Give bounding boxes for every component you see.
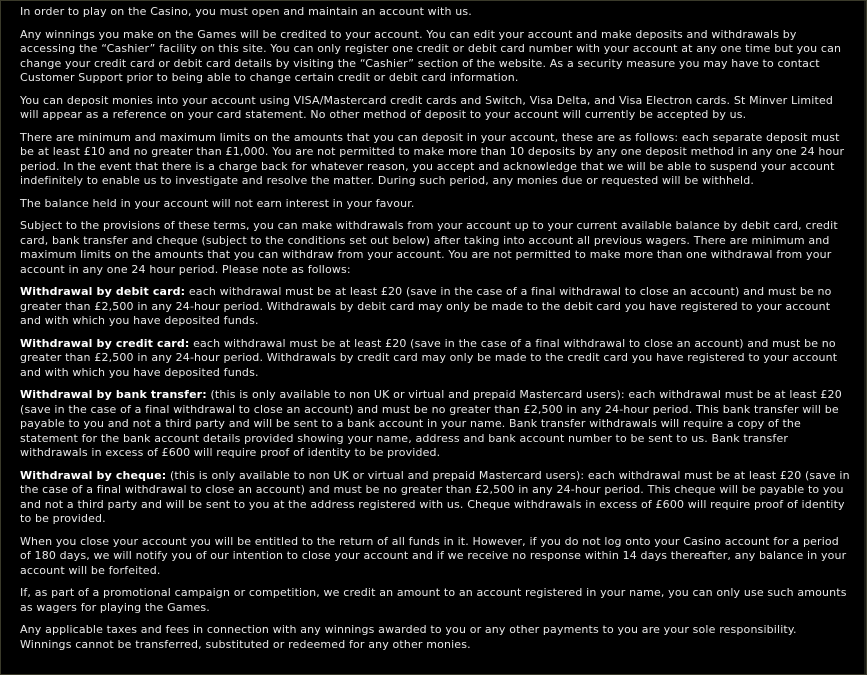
paragraph-bank-transfer (20, 388, 850, 461)
paragraph-debit-card (20, 285, 850, 329)
cheque-heading: Withdrawal by cheque: (20, 468, 167, 482)
bank-transfer-text: (this is only available to non UK or virtual and prepaid Mastercard users): each withdrawal must be at least £20 (save in the case of a final withdrawal to close an account) and must be no greater than £2,500 in any 24-hour period. This bank transfer will be payable to you and not a third party and will be sent to a bank account in your name. Bank transfer withdrawals will require a copy of the statement for the bank account details provided showing your name, address and bank account number to be sent to us. Bank transfer withdrawals in excess of £600 will require proof of identity to be provided. (20, 388, 842, 459)
credit-card-heading: Withdrawal by credit card: (20, 336, 190, 350)
terms-content (20, 5, 850, 660)
paragraph-credit-card (20, 337, 850, 381)
debit-card-text: each withdrawal must be at least £20 (save in the case of a final withdrawal to close an account) and must be no greater than £2,500 in any 24-hour period. Withdrawals by debit card may only be made to the debit card you have registered to your account and with which you have deposited funds. (20, 285, 832, 327)
paragraph-deposit-limits: There are minimum and maximum limits on the amounts that you can deposit in your account, these are as follows: each separate deposit must be at least £10 and no greater than £1,000. You are not permitted to make more than 10 deposits by any one deposit method in any one 24 hour period. In the event that there is a charge back for whatever reason, you accept and acknowledge that we will be able to suspend your account indefinitely to enable us to investigate and resolve the matter. During such period, any monies due or requested will be withheld. (20, 130, 845, 187)
paragraph-winnings: Any winnings you make on the Games will be credited to your account. You can edit your account and make deposits and withdrawals by accessing the “Cashier” facility on this site. You can only register one credit or debit card number with your account at any one time but you can change your credit card or debit card details by visiting the “Cashier” section of the website. As a security measure you may have to contact Customer Support prior to being able to change certain credit or debit card information. (20, 27, 842, 84)
paragraph-interest: The balance held in your account will not earn interest in your favour. (20, 196, 415, 210)
paragraph-close-account: When you close your account you will be entitled to the return of all funds in it. However, if you do not log onto your Casino account for a period of 180 days, we will notify you of our intention to close your account and if we receive no response within 14 days thereafter, any balance in your account will be forfeited. (20, 534, 847, 577)
scrollbar-edge[interactable] (864, 1, 866, 674)
bank-transfer-heading: Withdrawal by bank transfer: (20, 388, 207, 401)
credit-card-text: each withdrawal must be at least £20 (save in the case of a final withdrawal to close an account) and must be no greater than £2,500 in any 24-hour period. Withdrawals by credit card may only be made to the credit card you have registered to your account and with which you have deposited funds. (20, 336, 838, 379)
paragraph-taxes: Any applicable taxes and fees in connection with any winnings awarded to you or any other payments to you are your sole responsibility. Winnings cannot be transferred, substituted or redeemed for any other monies. (20, 623, 797, 651)
paragraph-cheque (20, 469, 850, 527)
debit-card-heading: Withdrawal by debit card: (20, 285, 186, 298)
cheque-text: (this is only available to non UK or virtual and prepaid Mastercard users): each withdrawal must be at least £20 (save in the case of a final withdrawal to close an account) and must be no greater than £2,500 in any 24-hour period. This cheque will be payable to you and not a third party and will be sent to you at the address registered with us. Cheque withdrawals in excess of £600 will require proof of identity to be provided. (20, 468, 850, 525)
paragraph-withdrawals: Subject to the provisions of these terms, you can make withdrawals from your account up to your current available balance by debit card, credit card, bank transfer and cheque (subject to the conditions set out below) after taking into account all previous wagers. There are minimum and maximum limits on the amounts that you can withdraw from your account. You are not permitted to make more than one withdrawal from your account in any one 24 hour period. Please note as follows: (20, 219, 838, 276)
paragraph-promotional: If, as part of a promotional campaign or competition, we credit an amount to an account registered in your name, you can only use such amounts as wagers for playing the Games. (20, 586, 847, 614)
paragraph-deposit-methods: You can deposit monies into your account using VISA/Mastercard credit cards and Switch, Visa Delta, and Visa Electron cards. St Minver Limited will appear as a reference on your card statement. No other method of deposit to your account will currently be accepted by us. (20, 93, 834, 121)
paragraph-open-account: In order to play on the Casino, you must open and maintain an account with us. (20, 5, 472, 18)
